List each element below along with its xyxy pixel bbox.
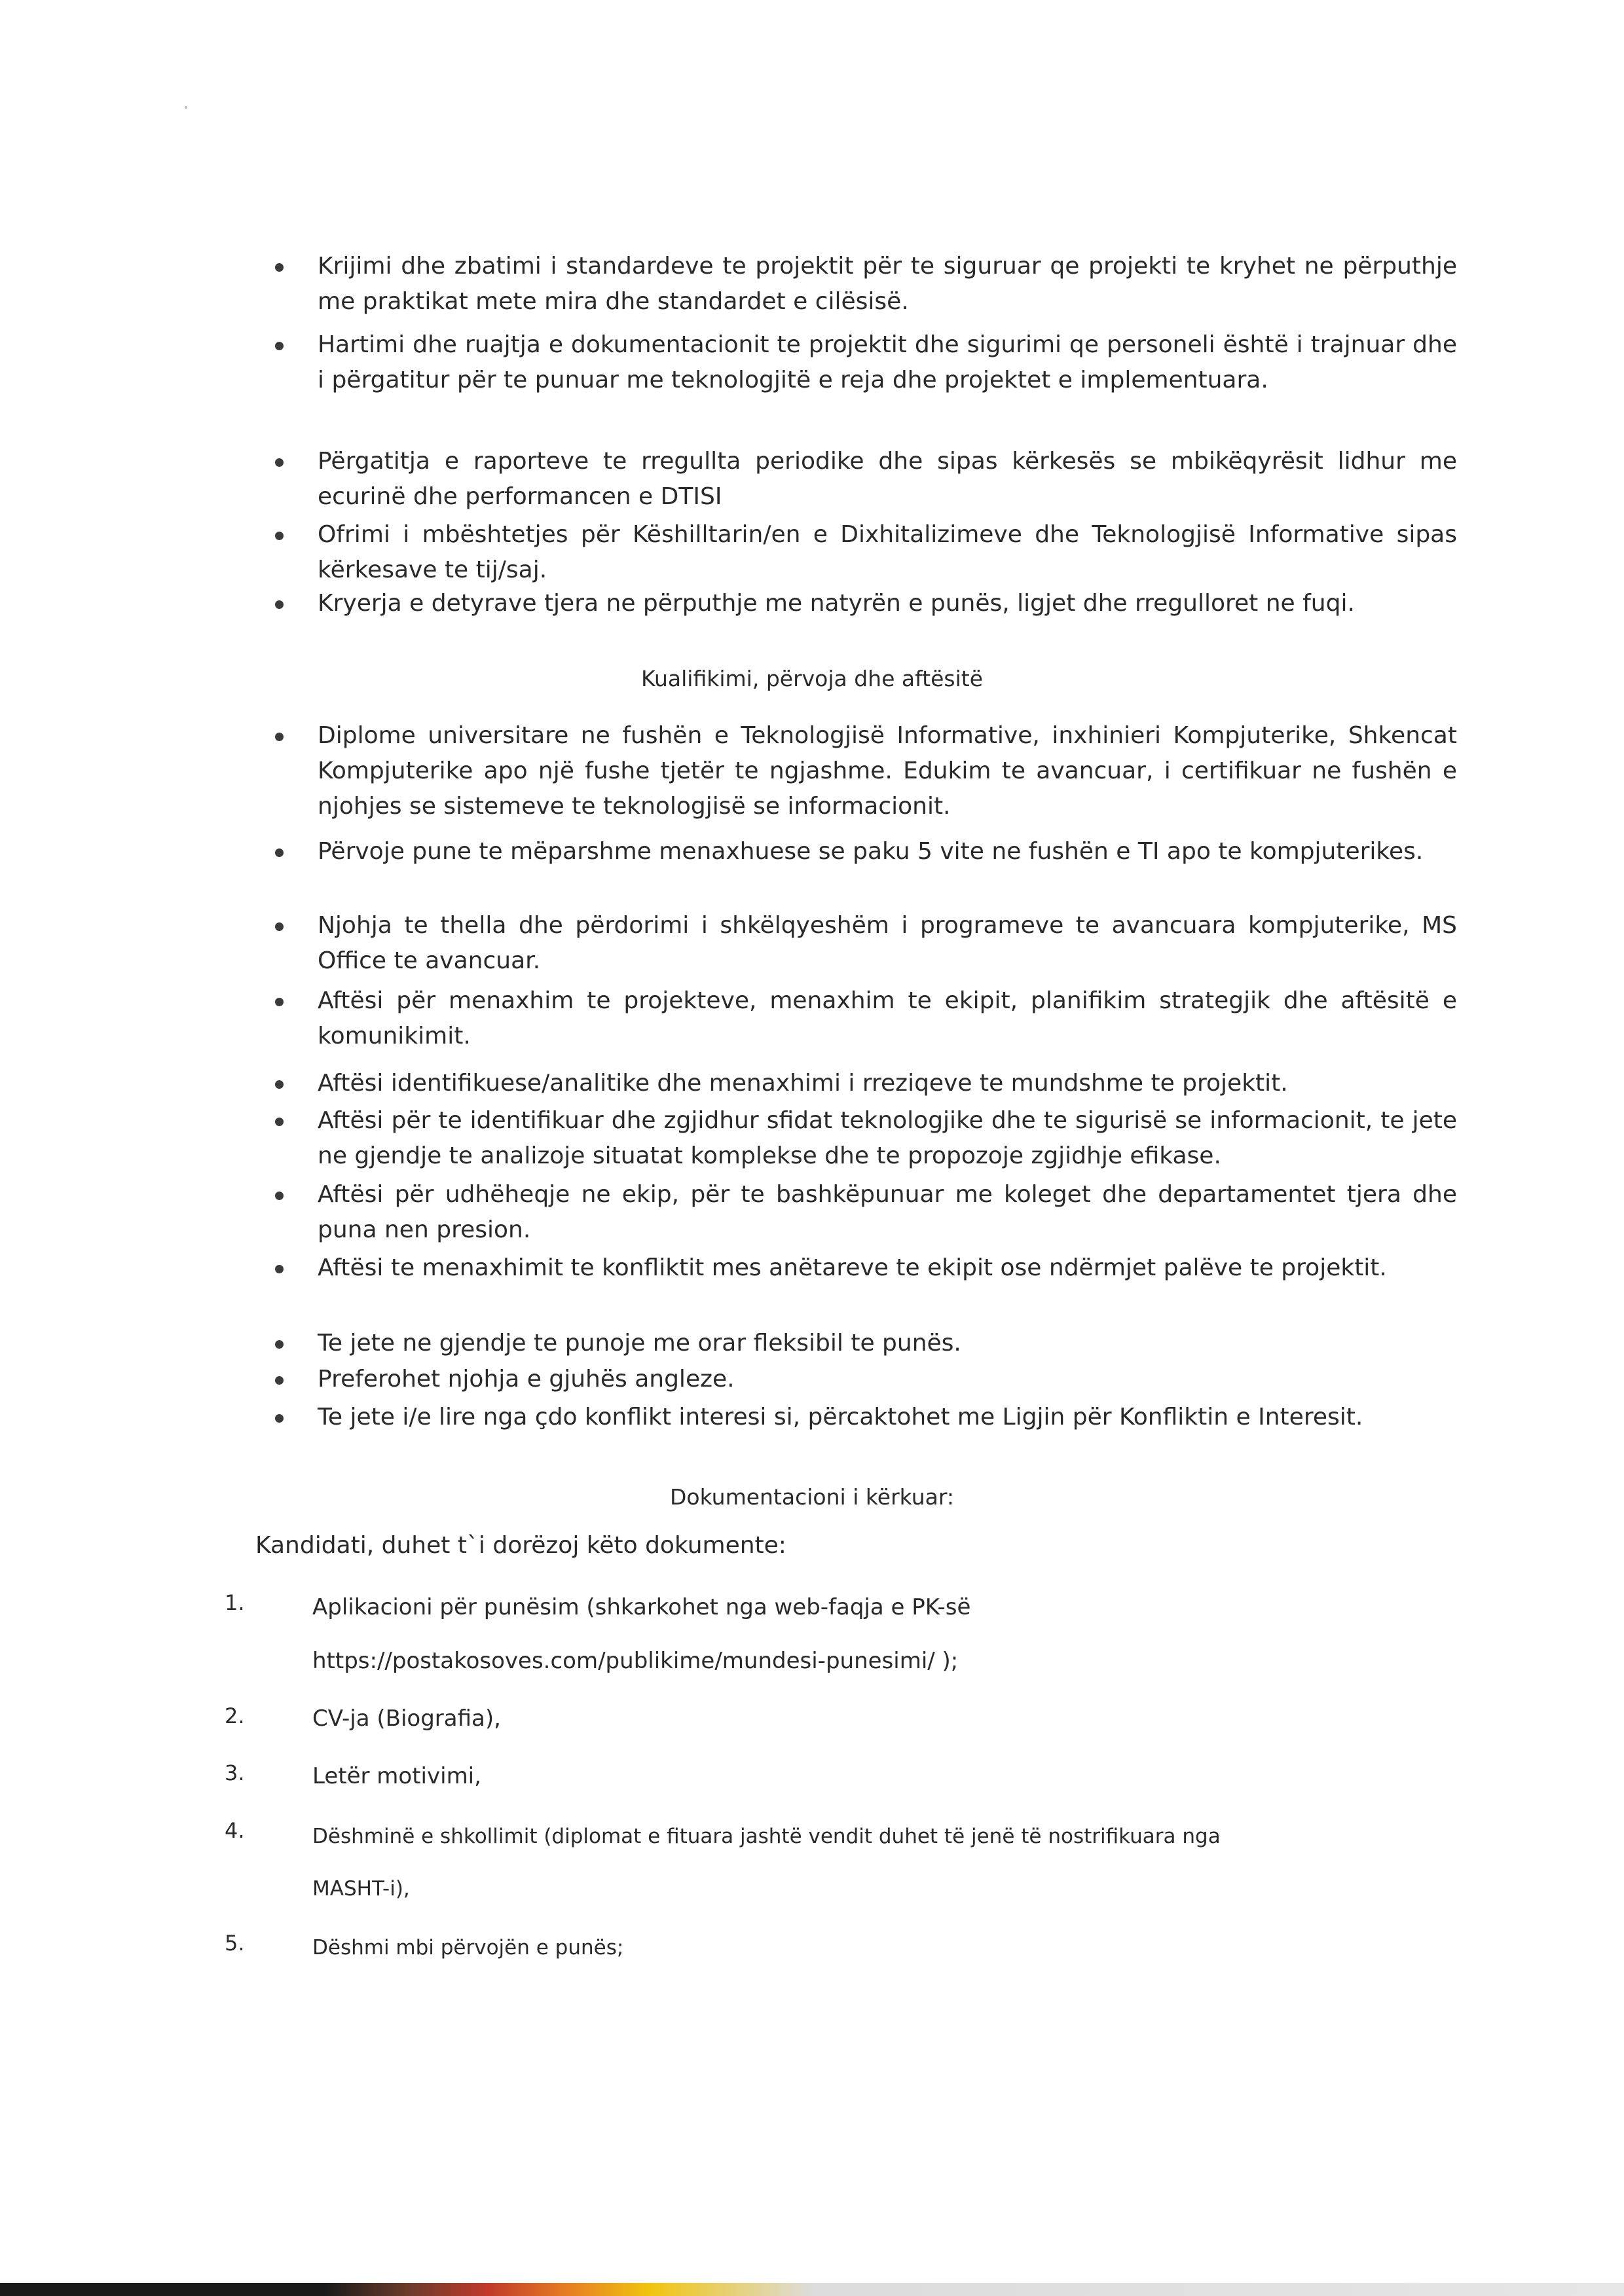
bullet-icon	[275, 458, 284, 467]
qualification-text: Te jete ne gjendje te punoje me orar fleksibil te punës.	[318, 1330, 961, 1357]
document-item-text: Aplikacioni për punësim (shkarkohet nga web-faqja e PK-së	[312, 1594, 971, 1620]
qualification-text: Aftësi për menaxhim te projekteve, menaxhim te ekipit, planifikim strategjik dhe aftësitë e komunikimit.	[318, 987, 1457, 1049]
bullet-icon	[275, 1265, 284, 1273]
document-item-text-continued: MASHT-i),	[312, 1877, 410, 1901]
document-item-text: Dëshmi mbi përvojën e punës;	[312, 1936, 624, 1959]
bullet-icon	[275, 922, 284, 931]
bullet-icon	[275, 1376, 284, 1385]
list-number: 3.	[225, 1760, 245, 1785]
duty-text: Hartimi dhe ruajtja e dokumentacionit te projektit dhe sigurimi qe personeli është i trajnuar dhe i përgatitur për te punuar me teknologjitë e reja dhe projektet e implementuara.	[318, 331, 1457, 393]
scan-speck	[185, 106, 187, 109]
document-item-text: CV-ja (Biografia),	[312, 1705, 501, 1732]
list-number: 2.	[225, 1704, 245, 1728]
bullet-icon	[275, 998, 284, 1006]
qualification-text: Njohja te thella dhe përdorimi i shkëlqyeshëm i programeve te avancuara kompjuterike, MS Office te avancuar.	[318, 912, 1457, 974]
bullet-icon	[275, 1192, 284, 1200]
documents-heading: Dokumentacioni i kërkuar:	[669, 1484, 954, 1510]
qualification-text: Te jete i/e lire nga çdo konflikt interesi si, përcaktohet me Ligjin për Konfliktin e Interesit.	[318, 1404, 1363, 1430]
bullet-icon	[275, 600, 284, 609]
qualifications-heading: Kualifikimi, përvoja dhe aftësitë	[640, 666, 983, 691]
bullet-icon	[275, 848, 284, 857]
qualification-text: Aftësi te menaxhimit te konfliktit mes anëtareve te ekipit ose ndërmjet palëve te projektit.	[318, 1254, 1387, 1281]
duty-text: Ofrimi i mbështetjes për Këshilltarin/en e Dixhitalizimeve dhe Teknologjisë Informative sipas kërkesave te tij/saj.	[318, 521, 1457, 583]
document-item-text: Letër motivimi,	[312, 1763, 481, 1789]
qualification-text: Aftësi identifikuese/analitike dhe menaxhimi i rreziqeve te mundshme te projektit.	[318, 1070, 1288, 1097]
document-item-text: Dëshminë e shkollimit (diplomat e fituara jashtë vendit duhet të jenë të nostrifikuara nga	[312, 1825, 1221, 1848]
list-number: 1.	[225, 1590, 245, 1615]
bullet-icon	[275, 1414, 284, 1423]
list-number: 4.	[225, 1818, 245, 1843]
qualification-text: Diplome universitare ne fushën e Teknologjisë Informative, inxhinieri Kompjuterike, Shkencat Kompjuterike apo një fushe tjetër te ngjashme. Edukim te avancuar, i certifikuar ne fushën e njohjes se sistemeve te teknologjisë se informacionit.	[318, 722, 1457, 820]
bullet-icon	[275, 733, 284, 741]
bullet-icon	[275, 263, 284, 272]
duty-text: Kryerja e detyrave tjera ne përputhje me natyrën e punës, ligjet dhe rregulloret ne fuqi.	[318, 590, 1355, 617]
document-item-link: https://postakosoves.com/publikime/mundesi-punesimi/ );	[312, 1648, 959, 1674]
bullet-icon	[275, 1340, 284, 1349]
bullet-icon	[275, 532, 284, 540]
duty-text: Përgatitja e raporteve te rregullta periodike dhe sipas kërkesës se mbikëqyrësit lidhur me ecurinë dhe performancen e DTISI	[318, 448, 1457, 510]
qualification-text: Aftësi për udhëheqje ne ekip, për te bashkëpunuar me koleget dhe departamentet tjera dhe puna nen presion.	[318, 1181, 1457, 1243]
bullet-icon	[275, 1080, 284, 1089]
scan-edge-strip	[0, 2283, 1624, 2296]
qualification-text: Aftësi për te identifikuar dhe zgjidhur sfidat teknologjike dhe te sigurisë se informacionit, te jete ne gjendje te analizoje situatat komplekse dhe te propozoje zgjidhje efikase.	[318, 1107, 1457, 1169]
qualification-text: Përvoje pune te mëparshme menaxhuese se paku 5 vite ne fushën e TI apo te kompjuterikes.	[318, 838, 1424, 865]
qualification-text: Preferohet njohja e gjuhës angleze.	[318, 1366, 735, 1393]
bullet-icon	[275, 1118, 284, 1126]
documents-intro: Kandidati, duhet t`i dorëzoj këto dokumente:	[255, 1532, 786, 1559]
bullet-icon	[275, 342, 284, 350]
list-number: 5.	[225, 1931, 245, 1956]
duty-text: Krijimi dhe zbatimi i standardeve te projektit për te siguruar qe projekti te kryhet ne përputhje me praktikat mete mira dhe standardet e cilësisë.	[318, 253, 1457, 315]
